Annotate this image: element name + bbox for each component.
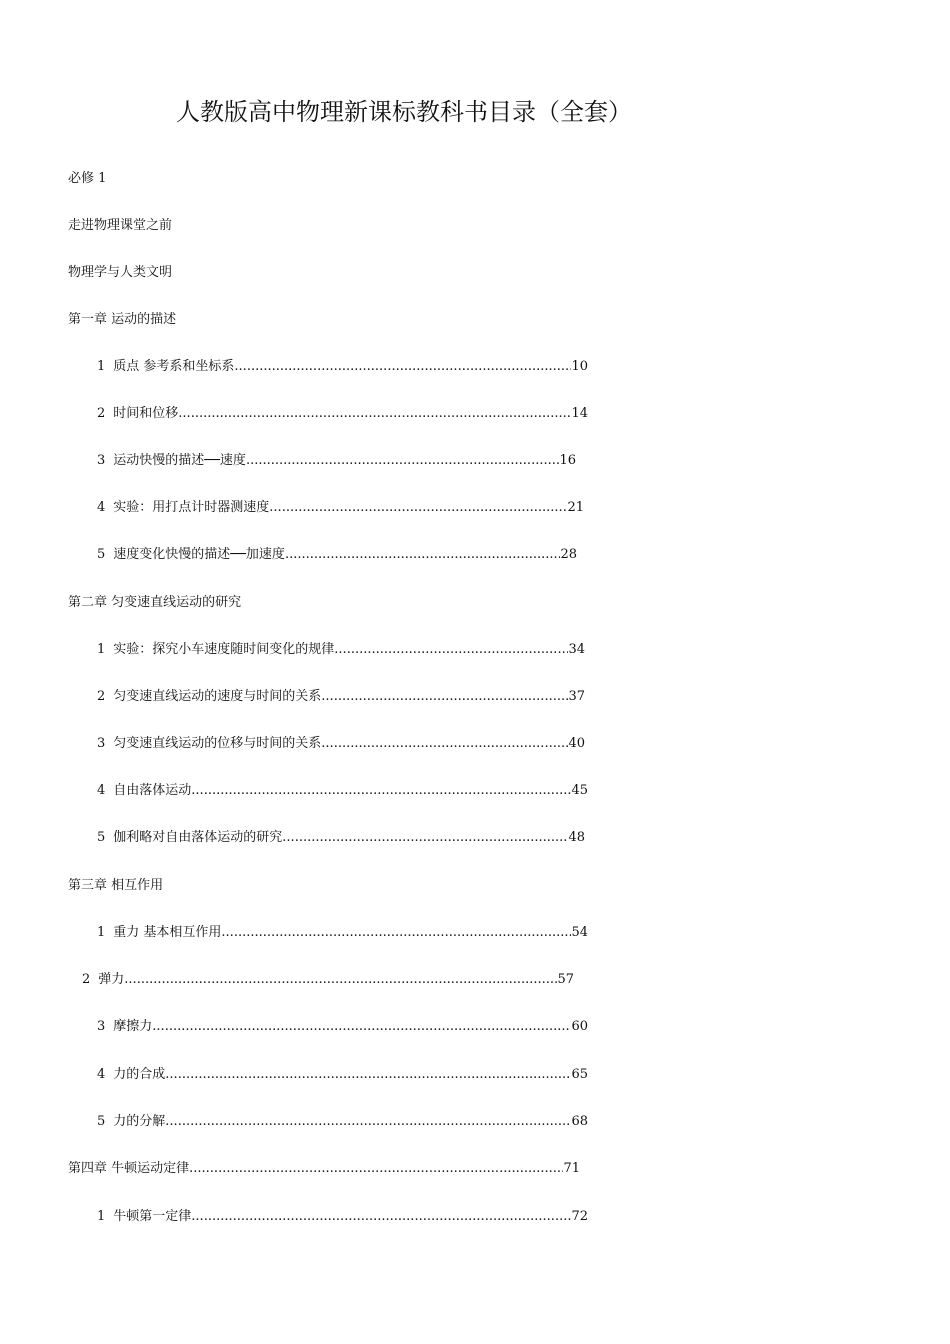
entry-title: 第四章 牛顿运动定律 <box>68 1161 190 1176</box>
entry-page: 72 <box>571 1209 588 1224</box>
entry-number: 1 <box>97 925 106 940</box>
toc-entry <box>97 782 588 800</box>
entry-page: 10 <box>571 359 588 374</box>
toc-entry <box>82 971 574 989</box>
entry-page: 16 <box>559 453 576 468</box>
toc-entry <box>97 1113 588 1131</box>
toc-entry <box>97 735 585 753</box>
toc-entry <box>97 1208 588 1226</box>
entry-number: 1 <box>97 359 106 374</box>
intro-heading-1: 走进物理课堂之前 <box>68 218 173 233</box>
entry-page: 40 <box>568 736 585 751</box>
volume-heading: 必修 1 <box>68 171 107 186</box>
entry-page: 37 <box>568 689 585 704</box>
toc-entry <box>97 358 588 376</box>
toc-entry <box>97 452 576 470</box>
dot-leader <box>246 452 560 470</box>
dot-leader <box>334 641 568 659</box>
chapter-heading-2: 第二章 匀变速直线运动的研究 <box>68 595 242 610</box>
dot-leader <box>269 499 567 517</box>
dot-leader <box>221 924 571 942</box>
entry-title: 实验：用打点计时器测速度 <box>113 500 270 515</box>
entry-number: 1 <box>97 1209 106 1224</box>
entry-page: 65 <box>571 1067 588 1082</box>
entry-page: 71 <box>563 1161 580 1176</box>
chapter-heading-4 <box>68 1160 580 1178</box>
entry-number: 3 <box>97 736 106 751</box>
toc-entry <box>97 688 585 706</box>
dot-leader <box>178 405 571 423</box>
entry-number: 3 <box>97 453 106 468</box>
entry-title: 重力 基本相互作用 <box>113 925 222 940</box>
intro-heading-2: 物理学与人类文明 <box>68 265 173 280</box>
entry-page: 14 <box>571 406 588 421</box>
dot-leader <box>124 971 557 989</box>
toc-entry <box>97 1066 588 1084</box>
entry-title: 实验：探究小车速度随时间变化的规律 <box>113 642 335 657</box>
entry-page: 21 <box>567 500 584 515</box>
entry-number: 2 <box>82 972 91 987</box>
document-title: 人教版高中物理新课标教科书目录（全套） <box>176 98 632 126</box>
dot-leader <box>321 688 568 706</box>
entry-page: 54 <box>571 925 588 940</box>
entry-title: 质点 参考系和坐标系 <box>113 359 235 374</box>
dot-leader <box>165 1113 571 1131</box>
entry-title: 伽利略对自由落体运动的研究 <box>113 830 283 845</box>
dot-leader <box>191 782 571 800</box>
entry-page: 45 <box>571 783 588 798</box>
entry-page: 28 <box>560 547 577 562</box>
entry-number: 5 <box>97 547 106 562</box>
entry-title: 弹力 <box>98 972 125 987</box>
dot-leader <box>285 546 561 564</box>
entry-title: 时间和位移 <box>113 406 179 421</box>
entry-title: 力的合成 <box>113 1067 166 1082</box>
entry-number: 4 <box>97 500 106 515</box>
entry-page: 48 <box>568 830 585 845</box>
entry-page: 57 <box>557 972 574 987</box>
entry-title: 匀变速直线运动的速度与时间的关系 <box>113 689 322 704</box>
toc-entry <box>97 546 577 564</box>
toc-entry <box>97 405 588 423</box>
entry-title: 速度变化快慢的描述──加速度 <box>113 547 285 562</box>
entry-number: 2 <box>97 406 106 421</box>
dot-leader <box>191 1208 571 1226</box>
chapter-heading-1: 第一章 运动的描述 <box>68 312 177 327</box>
entry-title: 匀变速直线运动的位移与时间的关系 <box>113 736 322 751</box>
toc-entry <box>97 499 584 517</box>
dot-leader <box>189 1160 563 1178</box>
entry-title: 力的分解 <box>113 1114 166 1129</box>
entry-title: 摩擦力 <box>113 1019 153 1034</box>
dot-leader <box>321 735 568 753</box>
dot-leader <box>152 1018 571 1036</box>
entry-number: 2 <box>97 689 106 704</box>
entry-number: 3 <box>97 1019 106 1034</box>
dot-leader <box>282 829 568 847</box>
dot-leader <box>234 358 571 376</box>
entry-number: 4 <box>97 1067 106 1082</box>
entry-page: 60 <box>571 1019 588 1034</box>
entry-number: 1 <box>97 642 106 657</box>
toc-entry <box>97 829 585 847</box>
entry-number: 4 <box>97 783 106 798</box>
entry-title: 自由落体运动 <box>113 783 192 798</box>
toc-entry <box>97 641 585 659</box>
dot-leader <box>165 1066 571 1084</box>
toc-entry <box>97 924 588 942</box>
entry-number: 5 <box>97 1114 106 1129</box>
toc-entry <box>97 1018 588 1036</box>
chapter-heading-3: 第三章 相互作用 <box>68 878 164 893</box>
entry-title: 牛顿第一定律 <box>113 1209 192 1224</box>
entry-number: 5 <box>97 830 106 845</box>
entry-page: 34 <box>568 642 585 657</box>
entry-title: 运动快慢的描述──速度 <box>113 453 246 468</box>
entry-page: 68 <box>571 1114 588 1129</box>
